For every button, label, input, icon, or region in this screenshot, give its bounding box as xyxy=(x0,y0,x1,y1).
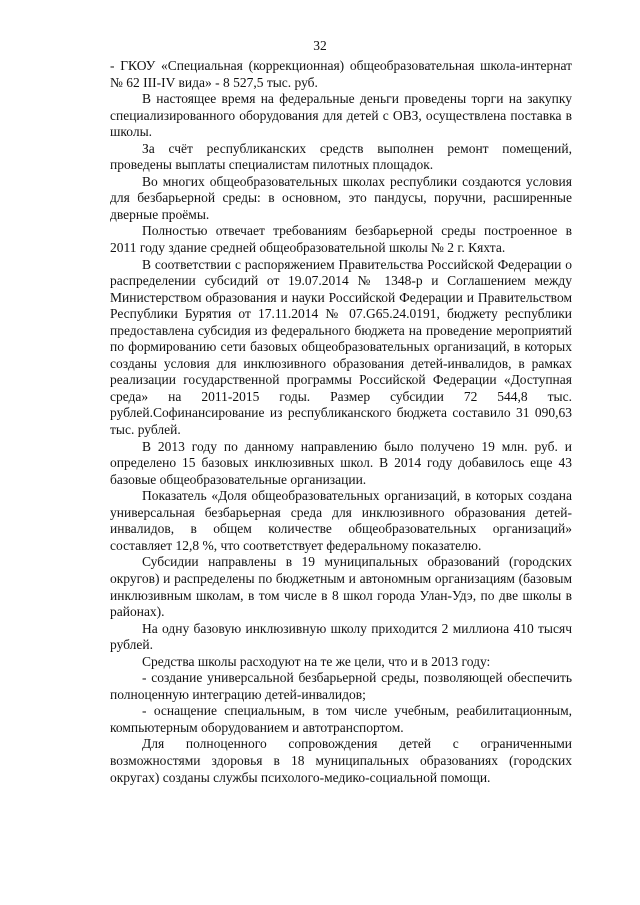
page-number: 32 xyxy=(313,38,327,53)
paragraph-13: - оснащение специальным, в том числе учебным, реабилитационным, компьютерным оборудованием и автотранспортом. xyxy=(110,703,572,735)
paragraph-5: Полностью отвечает требованиям безбарьерной среды построенное в 2011 году здание средней общеобразовательной школы № 2 г. Кяхта. xyxy=(110,223,572,256)
paragraph-8: Показатель «Доля общеобразовательных организаций, в которых создана универсальная безбарьерная среда для инклюзивного образования детей-инвалидов, в общем количестве общеобразовательных организаций» составляет 12,8 %, что соответствует федеральному показателю. xyxy=(110,488,572,553)
paragraph-9: Субсидии направлены в 19 муниципальных образований (городских округов) и распределены по бюджетным и автономным организациям (базовым инклюзивным школам, в том числе в 8 школ города Улан-Удэ, по две школы в районах). xyxy=(110,554,572,620)
paragraph-1: - ГКОУ «Специальная (коррекционная) общеобразовательная школа-интернат № 62 III-IV вида» - 8 527,5 тыс. руб. xyxy=(110,58,572,90)
paragraph-12: - создание универсальной безбарьерной среды, позволяющей обеспечить полноценную интеграцию детей-инвалидов; xyxy=(110,670,572,702)
paragraph-7: В 2013 году по данному направлению было получено 19 млн. руб. и определено 15 базовых инклюзивных школ. В 2014 году добавилось еще 43 базовые общеобразовательные организации. xyxy=(110,438,572,487)
paragraph-10: На одну базовую инклюзивную школу приходится 2 миллиона 410 тысяч рублей. xyxy=(110,620,572,653)
paragraph-4: Во многих общеобразовательных школах республики создаются условия для безбарьерной среды: в основном, это пандусы, поручни, расширенные дверные проёмы. xyxy=(110,173,572,222)
paragraph-14: Для полноценного сопровождения детей с ограниченными возможностями здоровья в 18 муниципальных образованиях (городских округах) созданы службы психолого-медико-социальной помощи. xyxy=(110,736,572,785)
body-text xyxy=(110,58,572,786)
paragraph-3: За счёт республиканских средств выполнен ремонт помещений, проведены выплаты специалистам пилотных площадок. xyxy=(110,140,572,173)
paragraph-11: Средства школы расходуют на те же цели, что и в 2013 году: xyxy=(142,653,491,669)
paragraph-2: В настоящее время на федеральные деньги проведены торги на закупку специализированного оборудования для детей с ОВЗ, осуществлена поставка в школы. xyxy=(110,91,572,140)
paragraph-6: В соответствии с распоряжением Правительства Российской Федерации о распределении субсидий от 19.07.2014 № 1348-р и Соглашением между Министерством образования и науки Российской Федерации и Правительством Республики Бурятия от 17.11.2014 № 07.G65.24.0191, бюджету республики предоставлена субсидия из федерального бюджета на проведение мероприятий по формированию сети базовых общеобразовательных организаций, в которых созданы условия для инклюзивного образования детей-инвалидов, в рамках реализации государственной программы Российской Федерации «Доступная среда» на 2011-2015 годы. Размер субсидии 72 544,8 тыс. рублей.Софинансирование из республиканского бюджета составило 31 090,63 тыс. рублей. xyxy=(110,256,572,438)
